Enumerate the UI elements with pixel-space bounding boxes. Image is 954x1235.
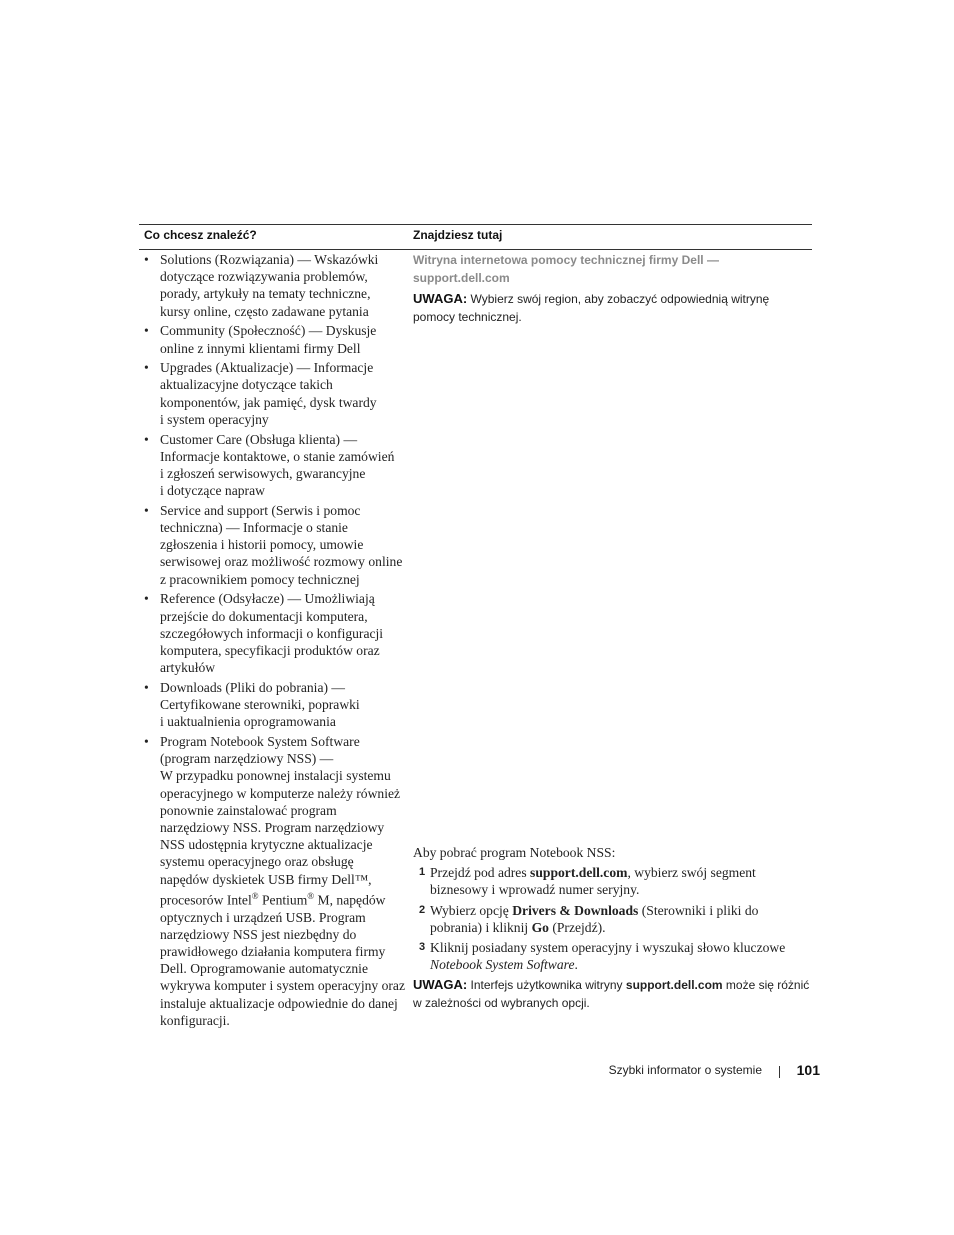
line: ponownie zainstalować program (160, 802, 337, 818)
line: szczegółowych informacji o konfiguracji (160, 625, 384, 641)
line: komputera, specyfikacji produktów oraz (160, 642, 380, 658)
text: Przejdź pod adres (430, 865, 531, 881)
line: serwisowej oraz możliwość rozmowy online (160, 554, 403, 570)
text: M, napędów (314, 892, 386, 908)
line: Community (Społeczność) — Dyskusje (160, 323, 377, 339)
text: pobrania) i kliknij (430, 919, 532, 935)
line: zgłoszenia i historii pomocy, umowie (160, 537, 364, 553)
bullet: • (144, 733, 149, 749)
list-item-downloads (144, 679, 406, 731)
column-header-right: Znajdziesz tutaj (413, 228, 503, 242)
line: artykułów (160, 660, 216, 676)
bullet: • (144, 323, 149, 339)
text: Pentium (258, 892, 308, 908)
list-item-reference (144, 590, 406, 676)
step-line (430, 919, 813, 936)
column-header-left: Co chcesz znaleźć? (144, 228, 257, 242)
line: Informacje kontaktowe, o stanie zamówień (160, 448, 395, 464)
bullet: • (144, 591, 149, 607)
left-column (144, 251, 406, 1031)
line: narzędziowy NSS jest niezbędny do (160, 926, 357, 942)
step-line (430, 864, 813, 881)
line: online z innymi klientami firmy Dell (160, 340, 361, 356)
feature-list (144, 251, 406, 1029)
text: Interfejs użytkownika witryny (467, 978, 626, 993)
text: procesorów Intel (160, 892, 252, 908)
footer-label: Szybki informator o systemie (608, 1063, 762, 1077)
note-line (413, 290, 813, 309)
text: Wybierz swój region, aby zobaczyć odpowiednią witrynę (467, 292, 770, 306)
text: (Przejdź). (548, 919, 606, 935)
line: W przypadku ponownej instalacji systemu (160, 768, 391, 784)
table-top-rule (139, 224, 812, 225)
footer-separator (779, 1066, 780, 1078)
bullet: • (144, 502, 149, 518)
line: i system operacyjny (160, 411, 269, 427)
line: Dell. Oprogramowanie automatycznie (160, 961, 368, 977)
bullet: • (144, 360, 149, 376)
list-item-customer-care (144, 431, 406, 500)
bullet: • (144, 252, 149, 267)
line: Certyfikowane sterowniki, poprawki (160, 697, 360, 713)
line: Customer Care (Obsługa klienta) — (160, 431, 358, 447)
step-3 (413, 939, 813, 973)
keyword: Notebook System Software (430, 957, 575, 973)
step-line: Kliknij posiadany system operacyjny i wyszukaj słowo kluczowe (430, 940, 786, 956)
note-region (413, 290, 813, 326)
line: operacyjnego w komputerze należy również (160, 785, 401, 801)
note-line (413, 976, 813, 995)
list-item-community (144, 322, 406, 356)
text: może się różnić (722, 978, 810, 993)
support-site-heading (413, 251, 813, 287)
text: (Sterowniki i pliki do (638, 902, 759, 918)
list-item-service-support (144, 502, 406, 588)
line: Reference (Odsyłacze) — Umożliwiają (160, 591, 375, 607)
go-option: Go (531, 919, 549, 935)
line: narzędziowy NSS. Program narzędziowy (160, 820, 385, 835)
heading-line: Witryna internetowa pomocy technicznej firmy Dell — (413, 253, 719, 267)
line: Upgrades (Aktualizacje) — Informacje (160, 360, 374, 376)
note-line: w zależności od wybranych opcji. (413, 995, 590, 1010)
list-item-upgrades (144, 359, 406, 428)
step-number: 3 (419, 941, 426, 954)
support-site-link[interactable]: support.dell.com (413, 271, 510, 285)
registered-mark: ® (251, 890, 259, 901)
line: i zgłoszeń serwisowych, gwarancyjne (160, 465, 366, 481)
line: napędów dyskietek USB firmy Dell™, (160, 871, 372, 887)
step-line (430, 902, 813, 919)
step-1 (413, 864, 813, 898)
line: Service and support (Serwis i pomoc (160, 502, 361, 518)
list-item-nss (144, 733, 406, 1029)
step-number: 1 (419, 866, 426, 879)
step-line (430, 956, 813, 973)
line: Solutions (Rozwiązania) — Wskazówki (160, 252, 379, 267)
steps-list (413, 864, 813, 973)
line: (program narzędziowy NSS) — (160, 751, 334, 767)
line: dotyczące rozwiązywania problemów, (160, 269, 368, 285)
support-link[interactable]: support.dell.com (530, 865, 628, 881)
line: techniczna) — Informacje o stanie (160, 520, 348, 536)
drivers-downloads-option: Drivers & Downloads (512, 902, 639, 918)
support-link[interactable]: support.dell.com (625, 978, 723, 993)
line: Downloads (Pliki do pobrania) — (160, 679, 346, 695)
step-number: 2 (419, 903, 426, 916)
text: , wybierz swój segment (627, 865, 756, 881)
line: systemu operacyjnego oraz obsługę (160, 854, 354, 870)
bullet: • (144, 431, 149, 447)
line-intel (160, 888, 406, 909)
note-interface (413, 976, 813, 1012)
step-2 (413, 902, 813, 936)
support-site-block (413, 251, 813, 326)
page-number: 101 (796, 1062, 820, 1078)
text: Wybierz opcję (430, 902, 513, 918)
line: instaluje aktualizacje odpowiednie do danej (160, 995, 398, 1011)
nss-intro: Aby pobrać program Notebook NSS: (413, 845, 616, 860)
step-line: biznesowy i wprowadź numer seryjny. (430, 882, 640, 898)
line: komponentów, jak pamięć, dysk twardy (160, 394, 377, 410)
list-item-solutions (144, 251, 406, 320)
line: prawidłowego działania komputera firmy (160, 943, 386, 959)
line: i dotyczące napraw (160, 483, 265, 499)
line: porady, artykuły na tematy techniczne, (160, 286, 371, 302)
note-line: pomocy technicznej. (413, 309, 522, 324)
line: wykrywa komputer i system operacyjny oraz (160, 978, 405, 994)
line: konfiguracji. (160, 1012, 230, 1028)
registered-mark: ® (307, 890, 315, 901)
text: . (574, 957, 578, 973)
note-label: UWAGA: (413, 977, 468, 993)
page-footer (600, 1062, 822, 1082)
nss-download-block (413, 844, 813, 1012)
line: kursy online, często zadawane pytania (160, 303, 369, 319)
line: aktualizacyjne dotyczące takich (160, 377, 333, 393)
line: Program Notebook System Software (160, 733, 360, 749)
table-header-rule (139, 249, 812, 250)
line: NSS udostępnia krytyczne aktualizacje (160, 837, 373, 853)
bullet: • (144, 679, 149, 695)
line: z pracownikiem pomocy technicznej (160, 571, 360, 587)
note-label: UWAGA: (413, 291, 468, 306)
line: i uaktualnienia oprogramowania (160, 714, 336, 730)
line: optycznych i urządzeń USB. Program (160, 909, 366, 925)
line: przejście do dokumentacji komputera, (160, 608, 368, 624)
